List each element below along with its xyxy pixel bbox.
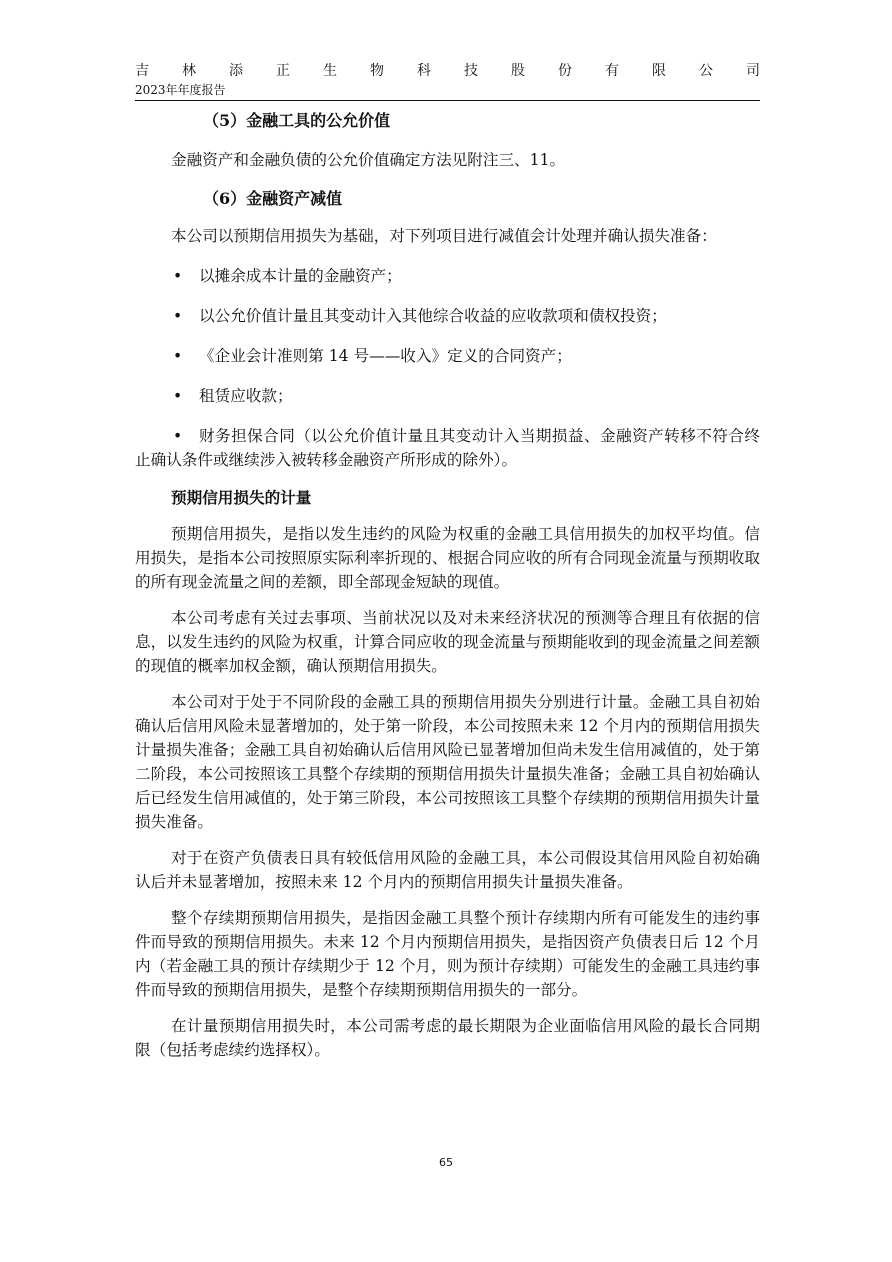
body-paragraph: 预期信用损失，是指以发生违约的风险为权重的金融工具信用损失的加权平均值。信用损失，是指本公司按照原实际利率折现的、根据合同应收的所有合同现金流量与预期收取的所有现金流量之间的差额，即全部现金短缺的现值。 — [135, 525, 760, 591]
list-item-text: 以公允价值计量且其变动计入其他综合收益的应收款项和债权投资； — [199, 307, 667, 325]
company-char: 科 — [417, 63, 431, 79]
company-char: 公 — [699, 63, 713, 79]
company-char: 正 — [276, 63, 290, 79]
body-paragraph: 本公司对于处于不同阶段的金融工具的预期信用损失分别进行计量。金融工具自初始确认后信用风险未显著增加的，处于第一阶段，本公司按照未来 12 个月内的预期信用损失计量损失准备；金融工具自初始确认后信用风险已显著增加但尚未发生信用减值的，处于第二阶段，本公司按照该工具整个存续期的预期信用损失计量损失准备；金融工具自初始确认后已经发生信用减值的，处于第三阶段，本公司按照该工具整个存续期的预期信用损失计量损失准备。 — [135, 693, 760, 831]
company-char: 限 — [652, 63, 666, 79]
company-char: 林 — [182, 63, 196, 79]
company-char: 技 — [464, 63, 478, 79]
list-item — [135, 424, 760, 472]
section-6-intro: 本公司以预期信用损失为基础，对下列项目进行减值会计处理并确认损失准备： — [171, 227, 717, 245]
page-number: 65 — [439, 1156, 453, 1169]
company-char: 份 — [558, 63, 572, 79]
list-item-text: 《企业会计准则第 14 号——收入》定义的合同资产； — [199, 347, 572, 365]
list-item — [135, 304, 760, 328]
company-char: 生 — [323, 63, 337, 79]
bullet-icon: • — [173, 387, 183, 405]
body-paragraph: 整个存续期预期信用损失，是指因金融工具整个预计存续期内所有可能发生的违约事件而导致的预期信用损失。未来 12 个月内预期信用损失，是指因资产负债表日后 12 个月内（若金融工具的预计存续期少于 12 个月，则为预计存续期）可能发生的金融工具违约事件而导致的预期信用损失，是整个存续期预期信用损失的一部分。 — [135, 909, 760, 999]
measurement-heading: 预期信用损失的计量 — [171, 488, 312, 507]
bullet-icon: • — [173, 267, 183, 285]
body-paragraph: 在计量预期信用损失时，本公司需考虑的最长期限为企业面临信用风险的最长合同期限（包括考虑续约选择权）。 — [135, 1017, 760, 1059]
bullet-icon: • — [173, 347, 183, 365]
company-char: 股 — [511, 63, 525, 79]
document-body — [135, 108, 760, 1062]
bullet-icon: • — [173, 307, 183, 325]
list-item — [135, 344, 760, 368]
report-title: 2023年年度报告 — [135, 83, 226, 97]
company-char: 添 — [229, 63, 243, 79]
company-name — [135, 62, 760, 80]
list-item — [135, 384, 760, 408]
company-char: 物 — [370, 63, 384, 79]
company-char: 有 — [605, 63, 619, 79]
list-item-text: 财务担保合同（以公允价值计量且其变动计入当期损益、金融资产转移不符合终止确认条件或继续涉入被转移金融资产所形成的除外）。 — [135, 427, 760, 469]
list-item-text: 以摊余成本计量的金融资产； — [199, 267, 402, 285]
body-paragraph: 对于在资产负债表日具有较低信用风险的金融工具，本公司假设其信用风险自初始确认后并未显著增加，按照未来 12 个月内的预期信用损失计量损失准备。 — [135, 849, 760, 891]
section-5-paragraph: 金融资产和金融负债的公允价值确定方法见附注三、11。 — [171, 151, 566, 169]
body-paragraph: 本公司考虑有关过去事项、当前状况以及对未来经济状况的预测等合理且有依据的信息，以发生违约的风险为权重，计算合同应收的现金流量与预期能收到的现金流量之间差额的现值的概率加权金额，确认预期信用损失。 — [135, 609, 760, 675]
list-item — [135, 264, 760, 288]
header-divider — [135, 100, 760, 101]
company-char: 吉 — [135, 63, 149, 79]
section-heading-5: （5）金融工具的公允价值 — [203, 111, 391, 130]
company-char: 司 — [746, 63, 760, 79]
list-item-text: 租赁应收款； — [199, 387, 293, 405]
bullet-icon: • — [173, 427, 183, 445]
page-header — [135, 62, 760, 98]
section-heading-6: （6）金融资产减值 — [203, 189, 343, 208]
